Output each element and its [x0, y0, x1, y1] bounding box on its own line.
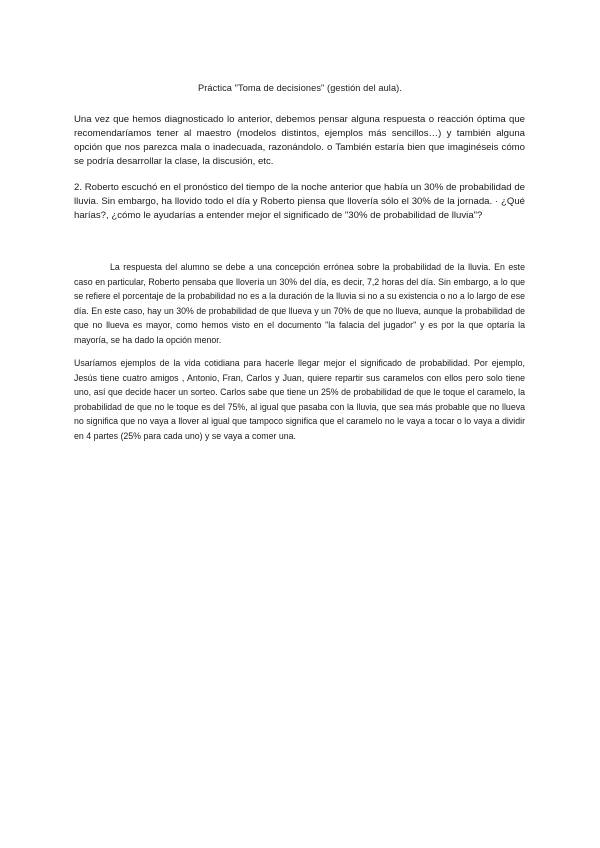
example-paragraph: Usaríamos ejemplos de la vida cotidiana para hacerle llegar mejor el significado de probabilidad. Por ejemplo, Jesús tiene cuatro amigos , Antonio, Fran, Carlos y Juan, quiere repartir sus caramelos con ellos pero solo tiene uno, así que decide hacer un sorteo. Carlos sabe que tiene un 25% de probabilidad de que le toque el caramelo, la probabilidad de que no le toque es del 75%, al igual que pasaba con la lluvia, que sea más probable que no llueva no significa que no vaya a llover al igual que tampoco significa que el caramelo no le vaya a tocar o lo vaya a dividir en 4 partes (25% para cada uno) y se vaya a comer una.	[74, 358, 525, 441]
intro-paragraph: Una vez que hemos diagnosticado lo anterior, debemos pensar alguna respuesta o reacción óptima que recomendaríamos tener al maestro (modelos distintos, ejemplos más sencillos…) y también alguna opción que nos parezca mala o inadecuada, razonándolo. o También estaría bien que imaginéseis cómo se podría desarrollar la clase, la discusión, etc.	[74, 114, 525, 167]
document-title: Práctica "Toma de decisiones" (gestión del aula).	[198, 83, 402, 93]
question-paragraph: 2. Roberto escuchó en el pronóstico del tiempo de la noche anterior que había un 30% de probabilidad de lluvia. Sin embargo, ha llovido todo el día y Roberto piensa que llovería sólo el 30% de la jornada. · ¿Qué harías?, ¿cómo le ayudarías a entender mejor el significado de "30% de probabilidad de lluvia"?	[74, 182, 525, 221]
answer-paragraph: La respuesta del alumno se debe a una concepción errónea sobre la probabilidad de la lluvia. En este caso en particular, Roberto pensaba que llovería un 30% del día, es decir, 7,2 horas del día. Sin embargo, a lo que se refiere el porcentaje de la probabilidad no es a la duración de la lluvia si no a su existencia o no a lo largo de ese día. En este caso, hay un 30% de probabilidad de que llueva y un 70% de que no llueva, aunque la probabilidad de que no llueva es mayor, como hemos visto en el documento "la falacia del jugador" y es por la que optaría la mayoría, se ha dado la opción menor.	[74, 262, 525, 345]
